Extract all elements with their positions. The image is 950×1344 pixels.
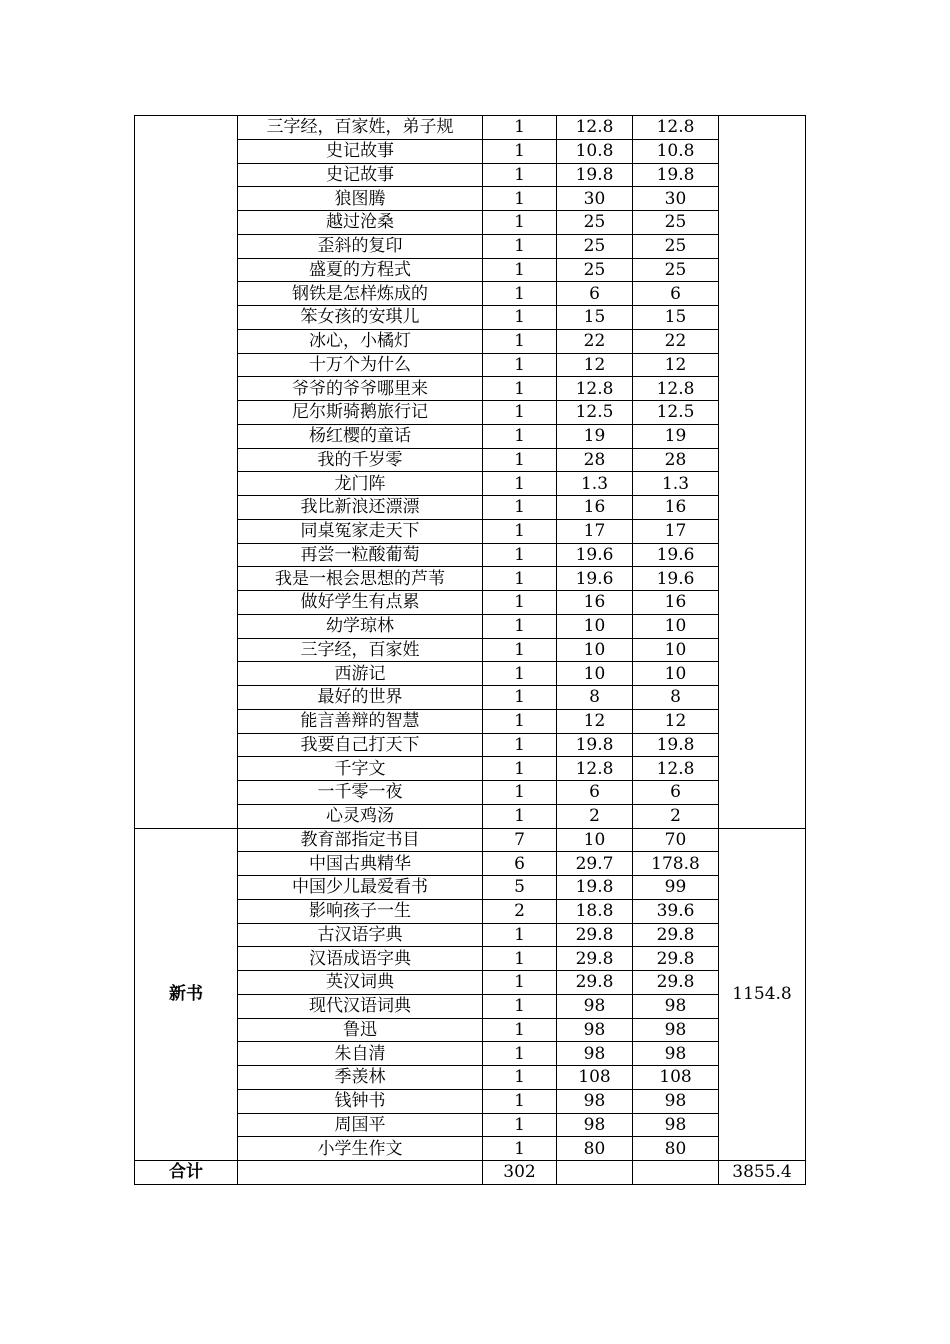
book-list-table [134, 115, 806, 1185]
unit-price-cell: 25 [557, 258, 633, 282]
quantity-cell: 1 [483, 306, 557, 330]
category-cell [135, 116, 238, 829]
unit-price-cell: 19.6 [557, 567, 633, 591]
quantity-cell: 1 [483, 638, 557, 662]
amount-cell: 98 [633, 1018, 719, 1042]
quantity-cell: 1 [483, 139, 557, 163]
book-title-cell: 再尝一粒酸葡萄 [238, 543, 483, 567]
quantity-cell: 1 [483, 519, 557, 543]
unit-price-cell: 12.8 [557, 116, 633, 140]
book-title-cell: 笨女孩的安琪儿 [238, 306, 483, 330]
book-title-cell: 十万个为什么 [238, 353, 483, 377]
quantity-cell: 1 [483, 994, 557, 1018]
quantity-cell: 1 [483, 543, 557, 567]
book-title-cell: 幼学琼林 [238, 614, 483, 638]
unit-price-cell: 19.8 [557, 876, 633, 900]
book-title-cell: 周国平 [238, 1113, 483, 1137]
amount-cell: 98 [633, 994, 719, 1018]
unit-price-cell: 12 [557, 709, 633, 733]
unit-price-cell: 28 [557, 448, 633, 472]
book-title-cell: 心灵鸡汤 [238, 804, 483, 828]
quantity-cell: 1 [483, 163, 557, 187]
unit-price-cell: 98 [557, 1113, 633, 1137]
category-cell: 新书 [135, 828, 238, 1161]
quantity-cell: 1 [483, 686, 557, 710]
quantity-cell: 1 [483, 116, 557, 140]
quantity-cell: 1 [483, 401, 557, 425]
book-title-cell: 教育部指定书目 [238, 828, 483, 852]
grand-total-cell: 3855.4 [719, 1161, 806, 1185]
book-title-cell: 越过沧桑 [238, 211, 483, 235]
amount-cell: 25 [633, 211, 719, 235]
amount-cell: 29.8 [633, 923, 719, 947]
amount-cell: 1.3 [633, 472, 719, 496]
amount-cell: 98 [633, 1042, 719, 1066]
unit-price-cell: 2 [557, 804, 633, 828]
quantity-cell: 1 [483, 282, 557, 306]
book-title-cell: 三字经，百家姓，弟子规 [238, 116, 483, 140]
unit-price-cell: 29.7 [557, 852, 633, 876]
total-quantity-cell: 302 [483, 1161, 557, 1185]
quantity-cell: 1 [483, 804, 557, 828]
book-title-cell: 同桌冤家走天下 [238, 519, 483, 543]
quantity-cell: 7 [483, 828, 557, 852]
quantity-cell: 1 [483, 329, 557, 353]
amount-cell: 12 [633, 353, 719, 377]
book-title-cell: 朱自清 [238, 1042, 483, 1066]
unit-price-cell: 108 [557, 1066, 633, 1090]
amount-cell: 178.8 [633, 852, 719, 876]
unit-price-cell: 16 [557, 496, 633, 520]
book-title-cell: 我要自己打天下 [238, 733, 483, 757]
book-title-cell: 季羡林 [238, 1066, 483, 1090]
quantity-cell: 1 [483, 591, 557, 615]
total-price-cell [557, 1161, 633, 1185]
unit-price-cell: 18.8 [557, 899, 633, 923]
book-title-cell: 汉语成语字典 [238, 947, 483, 971]
amount-cell: 2 [633, 804, 719, 828]
subtotal-cell [719, 116, 806, 829]
total-title-cell [238, 1161, 483, 1185]
unit-price-cell: 10 [557, 638, 633, 662]
table-row [135, 828, 806, 852]
amount-cell: 12.8 [633, 377, 719, 401]
quantity-cell: 1 [483, 234, 557, 258]
book-title-cell: 狼图腾 [238, 187, 483, 211]
unit-price-cell: 10 [557, 662, 633, 686]
amount-cell: 29.8 [633, 947, 719, 971]
amount-cell: 108 [633, 1066, 719, 1090]
amount-cell: 25 [633, 234, 719, 258]
unit-price-cell: 29.8 [557, 923, 633, 947]
unit-price-cell: 16 [557, 591, 633, 615]
book-title-cell: 冰心，小橘灯 [238, 329, 483, 353]
unit-price-cell: 19.8 [557, 163, 633, 187]
amount-cell: 19.8 [633, 163, 719, 187]
unit-price-cell: 12 [557, 353, 633, 377]
amount-cell: 98 [633, 1089, 719, 1113]
unit-price-cell: 29.8 [557, 947, 633, 971]
unit-price-cell: 98 [557, 994, 633, 1018]
book-title-cell: 做好学生有点累 [238, 591, 483, 615]
unit-price-cell: 17 [557, 519, 633, 543]
amount-cell: 10 [633, 662, 719, 686]
quantity-cell: 1 [483, 733, 557, 757]
amount-cell: 12.8 [633, 116, 719, 140]
unit-price-cell: 1.3 [557, 472, 633, 496]
book-title-cell: 歪斜的复印 [238, 234, 483, 258]
quantity-cell: 1 [483, 211, 557, 235]
subtotal-cell: 1154.8 [719, 828, 806, 1161]
table-body [135, 116, 806, 1185]
quantity-cell: 1 [483, 1089, 557, 1113]
quantity-cell: 1 [483, 781, 557, 805]
book-title-cell: 三字经，百家姓 [238, 638, 483, 662]
quantity-cell: 1 [483, 1066, 557, 1090]
book-title-cell: 西游记 [238, 662, 483, 686]
quantity-cell: 1 [483, 496, 557, 520]
unit-price-cell: 25 [557, 234, 633, 258]
book-title-cell: 千字文 [238, 757, 483, 781]
amount-cell: 28 [633, 448, 719, 472]
book-title-cell: 史记故事 [238, 139, 483, 163]
unit-price-cell: 80 [557, 1137, 633, 1161]
unit-price-cell: 25 [557, 211, 633, 235]
book-title-cell: 杨红樱的童话 [238, 424, 483, 448]
quantity-cell: 1 [483, 377, 557, 401]
quantity-cell: 1 [483, 1018, 557, 1042]
book-title-cell: 中国少儿最爱看书 [238, 876, 483, 900]
book-title-cell: 鲁迅 [238, 1018, 483, 1042]
quantity-cell: 1 [483, 567, 557, 591]
book-title-cell: 爷爷的爷爷哪里来 [238, 377, 483, 401]
amount-cell: 6 [633, 781, 719, 805]
book-title-cell: 我比新浪还漂漂 [238, 496, 483, 520]
quantity-cell: 2 [483, 899, 557, 923]
quantity-cell: 1 [483, 1042, 557, 1066]
quantity-cell: 6 [483, 852, 557, 876]
amount-cell: 10 [633, 614, 719, 638]
amount-cell: 17 [633, 519, 719, 543]
book-title-cell: 英汉词典 [238, 971, 483, 995]
amount-cell: 70 [633, 828, 719, 852]
amount-cell: 12 [633, 709, 719, 733]
book-title-cell: 盛夏的方程式 [238, 258, 483, 282]
amount-cell: 12.8 [633, 757, 719, 781]
book-title-cell: 小学生作文 [238, 1137, 483, 1161]
unit-price-cell: 6 [557, 781, 633, 805]
book-title-cell: 现代汉语词典 [238, 994, 483, 1018]
quantity-cell: 1 [483, 1137, 557, 1161]
book-title-cell: 钱钟书 [238, 1089, 483, 1113]
amount-cell: 15 [633, 306, 719, 330]
amount-cell: 30 [633, 187, 719, 211]
book-title-cell: 中国古典精华 [238, 852, 483, 876]
unit-price-cell: 15 [557, 306, 633, 330]
quantity-cell: 1 [483, 923, 557, 947]
quantity-cell: 1 [483, 353, 557, 377]
quantity-cell: 1 [483, 757, 557, 781]
unit-price-cell: 10 [557, 614, 633, 638]
quantity-cell: 1 [483, 662, 557, 686]
quantity-cell: 1 [483, 947, 557, 971]
unit-price-cell: 98 [557, 1018, 633, 1042]
amount-cell: 99 [633, 876, 719, 900]
unit-price-cell: 98 [557, 1089, 633, 1113]
amount-cell: 39.6 [633, 899, 719, 923]
amount-cell: 19 [633, 424, 719, 448]
book-title-cell: 我的千岁零 [238, 448, 483, 472]
book-title-cell: 影响孩子一生 [238, 899, 483, 923]
book-title-cell: 能言善辩的智慧 [238, 709, 483, 733]
amount-cell: 19.6 [633, 543, 719, 567]
unit-price-cell: 29.8 [557, 971, 633, 995]
quantity-cell: 1 [483, 187, 557, 211]
total-label-cell: 合计 [135, 1161, 238, 1185]
amount-cell: 98 [633, 1113, 719, 1137]
unit-price-cell: 30 [557, 187, 633, 211]
table-row [135, 116, 806, 140]
book-title-cell: 古汉语字典 [238, 923, 483, 947]
amount-cell: 12.5 [633, 401, 719, 425]
amount-cell: 8 [633, 686, 719, 710]
unit-price-cell: 22 [557, 329, 633, 353]
unit-price-cell: 19 [557, 424, 633, 448]
quantity-cell: 1 [483, 614, 557, 638]
amount-cell: 10.8 [633, 139, 719, 163]
quantity-cell: 1 [483, 448, 557, 472]
book-title-cell: 龙门阵 [238, 472, 483, 496]
quantity-cell: 1 [483, 472, 557, 496]
total-amount-cell [633, 1161, 719, 1185]
book-title-cell: 一千零一夜 [238, 781, 483, 805]
amount-cell: 6 [633, 282, 719, 306]
amount-cell: 25 [633, 258, 719, 282]
book-title-cell: 钢铁是怎样炼成的 [238, 282, 483, 306]
unit-price-cell: 6 [557, 282, 633, 306]
quantity-cell: 1 [483, 1113, 557, 1137]
unit-price-cell: 12.5 [557, 401, 633, 425]
book-title-cell: 最好的世界 [238, 686, 483, 710]
unit-price-cell: 10 [557, 828, 633, 852]
unit-price-cell: 19.6 [557, 543, 633, 567]
quantity-cell: 1 [483, 709, 557, 733]
quantity-cell: 1 [483, 971, 557, 995]
amount-cell: 16 [633, 591, 719, 615]
unit-price-cell: 8 [557, 686, 633, 710]
quantity-cell: 1 [483, 424, 557, 448]
amount-cell: 19.6 [633, 567, 719, 591]
amount-cell: 16 [633, 496, 719, 520]
amount-cell: 19.8 [633, 733, 719, 757]
unit-price-cell: 12.8 [557, 757, 633, 781]
amount-cell: 80 [633, 1137, 719, 1161]
unit-price-cell: 98 [557, 1042, 633, 1066]
total-row [135, 1161, 806, 1185]
book-title-cell: 我是一根会思想的芦苇 [238, 567, 483, 591]
unit-price-cell: 10.8 [557, 139, 633, 163]
amount-cell: 22 [633, 329, 719, 353]
quantity-cell: 5 [483, 876, 557, 900]
amount-cell: 29.8 [633, 971, 719, 995]
amount-cell: 10 [633, 638, 719, 662]
quantity-cell: 1 [483, 258, 557, 282]
unit-price-cell: 19.8 [557, 733, 633, 757]
book-title-cell: 史记故事 [238, 163, 483, 187]
unit-price-cell: 12.8 [557, 377, 633, 401]
book-title-cell: 尼尔斯骑鹅旅行记 [238, 401, 483, 425]
